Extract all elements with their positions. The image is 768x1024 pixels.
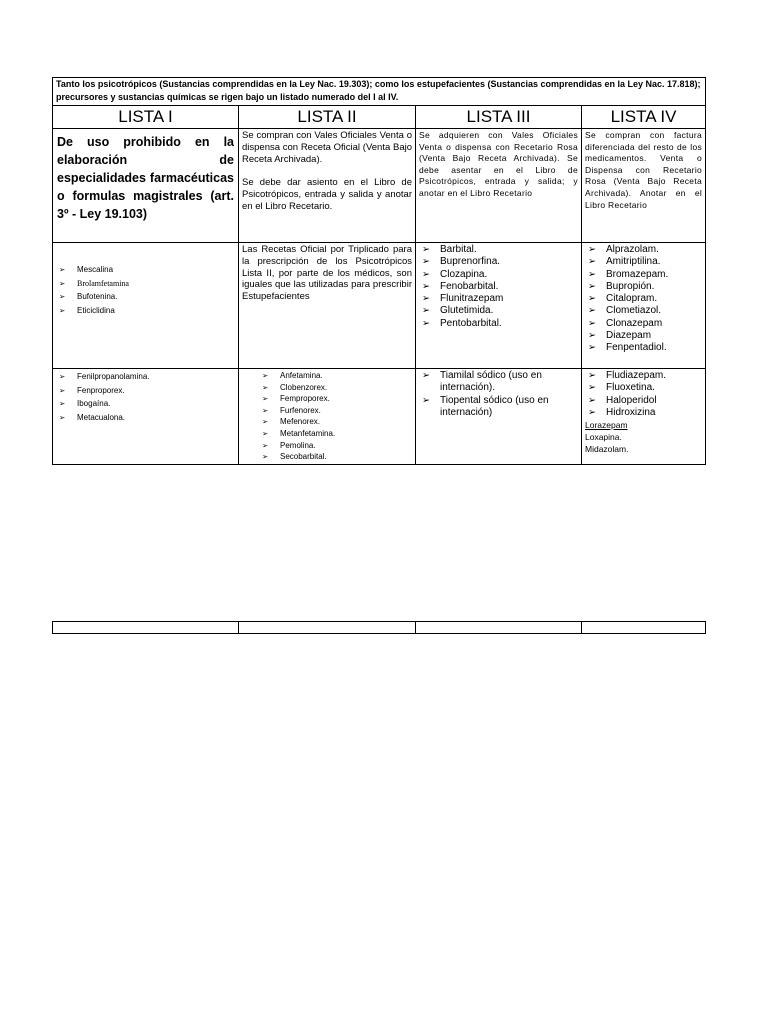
list-item: ➢ Hidroxizina	[585, 407, 702, 419]
list-item: ➢ Ibogaína.	[56, 397, 235, 411]
lista-4-extra	[585, 419, 702, 455]
list-item: ➢ Fenilpropanolamina.	[56, 370, 235, 384]
extra-item-loxapina: Loxapina.	[585, 432, 622, 443]
list-item: ➢ Citalopram.	[585, 293, 702, 305]
desc-lista-1: De uso prohibido en la elaboración de especialidades farmacéuticas o formulas magistrales (art. 3º - Ley 19.103)	[53, 129, 239, 243]
row3-lista-1	[53, 369, 239, 465]
list-item: ➢ Fludiazepam.	[585, 370, 702, 382]
list-item: ➢ Fenpentadiol.	[585, 342, 702, 354]
list-item: ➢ Tiamilal sódico (uso en internación).	[419, 370, 578, 395]
list-item: ➢ Metanfetamina.	[259, 428, 412, 440]
listas-table	[52, 77, 706, 465]
row2-lista-3-list	[419, 244, 578, 330]
list-item: ➢ Pentobarbital.	[419, 318, 578, 330]
list-item: ➢ Haloperidol	[585, 395, 702, 407]
row3-lista-4	[582, 369, 706, 465]
row2-lista-2: Las Recetas Oficial por Triplicado para la prescripción de los Psicotrópicos Lista II, por parte de los médicos, son iguales que las utilizadas para prescribir Estupefacientes	[239, 243, 416, 369]
list-item: ➢ Barbital.	[419, 244, 578, 256]
list-item: ➢ Eticiclidina	[56, 304, 235, 318]
desc-lista-3: Se adquieren con Vales Oficiales Venta o dispensa con Recetario Rosa (Venta Bajo Receta Archivada). Se debe asentar en el Libro de Psicotrópicos, entrada y salida; y anotar en el Libro Recetario	[416, 129, 582, 243]
list-item: ➢ Clonazepam	[585, 318, 702, 330]
list-item: ➢ Femproporex.	[259, 393, 412, 405]
desc-lista-2	[239, 129, 416, 243]
list-item: ➢ Diazepam	[585, 330, 702, 342]
list-item: ➢ Brolamfetamina	[56, 277, 235, 291]
list-item: ➢ Secobarbital.	[259, 451, 412, 463]
row2-lista-4-list	[585, 244, 702, 355]
list-item: ➢ Bupropión.	[585, 281, 702, 293]
desc-lista-4: Se compran con factura diferenciada del resto de los medicamentos. Venta o Dispensa con Recetario Rosa (Venta Bajo Receta Archivada). Anotar en el Libro Recetario	[582, 129, 706, 243]
row2-lista-1-list	[56, 263, 235, 317]
list-item: ➢ Anfetamina.	[259, 370, 412, 382]
list-item: ➢ Bromazepam.	[585, 269, 702, 281]
list-item: ➢ Glutetimida.	[419, 305, 578, 317]
empty-cell	[239, 622, 416, 634]
drugs-row-1	[53, 243, 706, 369]
empty-cell	[582, 622, 706, 634]
header-lista-2: LISTA II	[239, 106, 416, 129]
list-item: ➢ Mescalina	[56, 263, 235, 277]
intro-row	[53, 78, 706, 106]
empty-row	[53, 622, 706, 634]
extra-item-lorazepam: Lorazepam	[585, 420, 628, 431]
list-item: ➢ Clozapina.	[419, 269, 578, 281]
extra-item-midazolam: Midazolam.	[585, 444, 629, 455]
empty-cell	[416, 622, 582, 634]
row2-lista-1	[53, 243, 239, 369]
row3-lista-2-list	[259, 370, 412, 463]
header-lista-3: LISTA III	[416, 106, 582, 129]
row2-lista-4	[582, 243, 706, 369]
header-lista-1: LISTA I	[53, 106, 239, 129]
list-item: ➢ Amitriptilina.	[585, 256, 702, 268]
list-item: ➢ Clobenzorex.	[259, 382, 412, 394]
list-item: ➢ Bufotenina.	[56, 290, 235, 304]
row3-lista-4-list	[585, 370, 702, 419]
row3-lista-3	[416, 369, 582, 465]
list-item: ➢ Fenobarbital.	[419, 281, 578, 293]
row3-lista-1-list	[56, 370, 235, 424]
desc-lista-2-a: Se compran con Vales Oficiales Venta o dispensa con Receta Oficial (Venta Bajo Receta Archivada).	[242, 130, 412, 165]
list-item: ➢ Alprazolam.	[585, 244, 702, 256]
list-item: ➢ Buprenorfina.	[419, 256, 578, 268]
list-item: ➢ Pemolina.	[259, 440, 412, 452]
header-lista-4: LISTA IV	[582, 106, 706, 129]
header-row	[53, 106, 706, 129]
list-item: ➢ Fluoxetina.	[585, 382, 702, 394]
list-item: ➢ Tiopental sódico (uso en internación)	[419, 395, 578, 420]
list-item: ➢ Clometiazol.	[585, 305, 702, 317]
desc-lista-2-b: Se debe dar asiento en el Libro de Psicotrópicos, entrada y salida y anotar en el Libro Recetario.	[242, 177, 412, 212]
empty-table	[52, 621, 706, 634]
description-row	[53, 129, 706, 243]
row3-lista-3-list	[419, 370, 578, 419]
list-item: ➢ Mefenorex.	[259, 416, 412, 428]
row2-lista-3	[416, 243, 582, 369]
list-item: ➢ Flunitrazepam	[419, 293, 578, 305]
empty-cell	[53, 622, 239, 634]
list-item: ➢ Furfenorex.	[259, 405, 412, 417]
row3-lista-2	[239, 369, 416, 465]
intro-text: Tanto los psicotrópicos (Sustancias comprendidas en la Ley Nac. 19.303); como los estupefacientes (Sustancias comprendidas en la Ley Nac. 17.818); precursores y sustancias químicas se rigen bajo un listado numerado del I al IV.	[53, 78, 706, 106]
drugs-row-2	[53, 369, 706, 465]
list-item: ➢ Metacualona.	[56, 411, 235, 425]
list-item: ➢ Fenproporex.	[56, 384, 235, 398]
